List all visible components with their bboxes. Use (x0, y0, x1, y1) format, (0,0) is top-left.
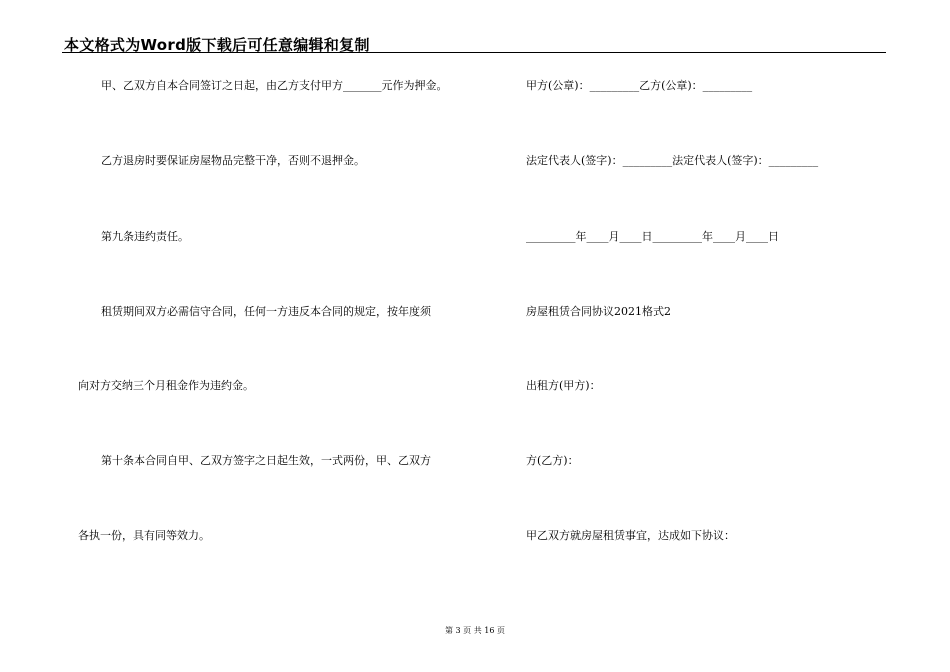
right-line-2: 法定代表人(签字)：_________法定代表人(签字)：_________ (526, 154, 819, 167)
page-number-footer: 第 3 页 共 16 页 (445, 626, 505, 635)
document-header-title: 本文格式为Word版下载后可任意编辑和复制 (64, 36, 370, 54)
left-line-1: 甲、乙双方自本合同签订之日起，由乙方支付甲方_______元作为押金。 (101, 79, 448, 92)
right-line-1: 甲方(公章)：_________乙方(公章)：_________ (526, 79, 753, 92)
left-line-2: 乙方退房时要保证房屋物品完整干净，否则不退押金。 (101, 154, 365, 167)
left-line-6: 第十条本合同自甲、乙双方签字之日起生效，一式两份，甲、乙双方 (101, 454, 431, 467)
right-line-6: 方(乙方)： (526, 454, 579, 467)
left-line-5: 向对方交纳三个月租金作为违约金。 (78, 379, 254, 392)
left-line-7: 各执一份，具有同等效力。 (78, 529, 210, 542)
right-line-3: _________年____月____日_________年____月____日 (526, 230, 779, 243)
header-divider (62, 52, 886, 53)
left-line-4: 租赁期间双方必需信守合同，任何一方违反本合同的规定，按年度须 (101, 305, 431, 318)
right-line-4: 房屋租赁合同协议2021格式2 (526, 305, 671, 318)
right-line-7: 甲乙双方就房屋租赁事宜，达成如下协议： (526, 529, 735, 542)
left-line-3: 第九条违约责任。 (101, 230, 189, 243)
right-line-5: 出租方(甲方)： (526, 379, 601, 392)
